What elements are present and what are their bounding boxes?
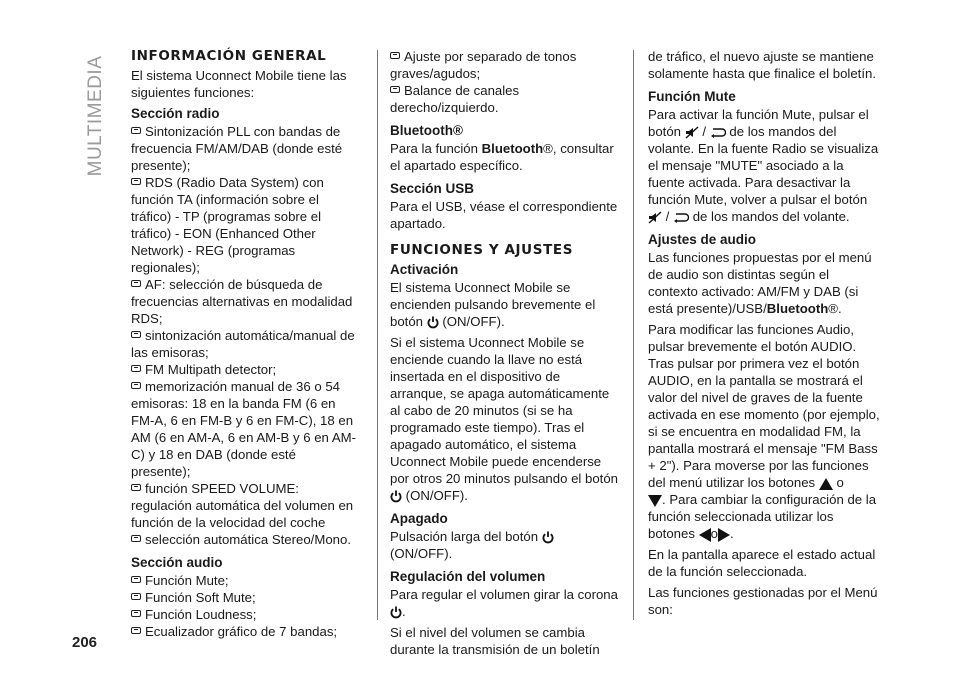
intro-text: El sistema Uconnect Mobile tiene las siguientes funciones: bbox=[131, 68, 347, 100]
page-number: 206 bbox=[72, 634, 98, 651]
activacion-text: El sistema Uconnect Mobile se encienden pulsando brevemente el botón (ON/OFF). bbox=[390, 280, 596, 329]
column-3 bbox=[648, 48, 880, 622]
list-item: sintonización automática/manual de las emisoras; bbox=[131, 328, 355, 360]
power-icon bbox=[427, 316, 439, 329]
bullet-icon bbox=[131, 127, 141, 134]
mute-icon bbox=[685, 126, 699, 139]
volumen-heading: Regulación del volumen bbox=[390, 569, 546, 584]
list-item: FM Multipath detector; bbox=[131, 361, 357, 378]
power-icon bbox=[390, 490, 402, 503]
list-item: Sintonización PLL con bandas de frecuencia FM/AM/DAB (donde esté presente); bbox=[131, 124, 343, 173]
mute-icon bbox=[648, 211, 662, 224]
audio-settings-text-3: En la pantalla aparece el estado actual de la función seleccionada. bbox=[648, 547, 876, 579]
apagado-text: Pulsación larga del botón (ON/OFF). bbox=[390, 528, 618, 562]
continued-text: de tráfico, el nuevo ajuste se mantiene solamente hasta que finalice el boletín. bbox=[648, 49, 876, 81]
list-item: Función Soft Mute; bbox=[131, 589, 357, 606]
section-tab: MULTIMEDIA bbox=[85, 55, 106, 176]
list-item: AF: selección de búsqueda de frecuencias alternativas en modalidad RDS; bbox=[131, 277, 353, 326]
audio-settings-text-2: Para modificar las funciones Audio, pulsar brevemente el botón AUDIO. Tras pulsar por primera vez el botón AUDIO, en la pantalla se mostrará el valor del nivel de graves de la fuente activada en ese momento (por ejemplo, si se encuentra en modalidad FM, la pantalla mostrará el mensaje "FM Bass + 2"). Para moverse por las funciones del menú utilizar los botones o . Para cambiar la configuración de la función seleccionada utilizar los botones o . bbox=[648, 322, 880, 541]
bullet-icon bbox=[131, 382, 141, 389]
bullet-icon bbox=[131, 593, 141, 600]
list-item: selección automática Stereo/Mono. bbox=[131, 531, 357, 548]
audio-settings-heading: Ajustes de audio bbox=[648, 232, 757, 247]
audio-settings-text-4: Las funciones gestionadas por el Menú son: bbox=[648, 585, 878, 617]
list-item: Ecualizador gráfico de 7 bandas; bbox=[131, 623, 357, 640]
list-item: Ajuste por separado de tonos graves/agudos; bbox=[390, 49, 577, 81]
audio-list bbox=[131, 572, 357, 640]
usb-heading: Sección USB bbox=[390, 181, 475, 196]
list-item: Función Mute; bbox=[131, 572, 357, 589]
bullet-icon bbox=[131, 576, 141, 583]
column-1 bbox=[131, 48, 357, 640]
list-item: memorización manual de 36 o 54 emisoras: 18 en la banda FM (6 en FM-A, 6 en FM-B y 6 en FM-C), 18 en AM (6 en AM-A, 6 en AM-B y 6 en AM-C) y 18 en DAB (donde esté presente); bbox=[131, 379, 357, 479]
list-item: función SPEED VOLUME: regulación automática del volumen en función de la velocidad del coche bbox=[131, 481, 354, 530]
apagado-heading: Apagado bbox=[390, 511, 448, 526]
bullet-icon bbox=[131, 280, 141, 287]
column-divider bbox=[377, 50, 378, 620]
bluetooth-text: Para la función Bluetooth®, consultar el apartado específico. bbox=[390, 141, 614, 173]
bullet-icon bbox=[131, 610, 141, 617]
mute-heading: Función Mute bbox=[648, 89, 736, 104]
arrow-right-icon bbox=[718, 528, 730, 542]
bullet-icon bbox=[131, 535, 141, 542]
column-divider bbox=[633, 50, 634, 620]
mute-wheel-icon bbox=[673, 212, 689, 224]
volumen-text-2: Si el nivel del volumen se cambia durante la transmisión de un boletín bbox=[390, 625, 600, 657]
bullet-icon bbox=[131, 178, 141, 185]
bullet-icon bbox=[131, 365, 141, 372]
bullet-icon bbox=[131, 627, 141, 634]
bullet-icon bbox=[131, 484, 141, 491]
list-item: Función Loudness; bbox=[131, 606, 357, 623]
tone-list bbox=[390, 48, 618, 116]
funciones-heading: FUNCIONES Y AJUSTES bbox=[390, 242, 574, 258]
radio-heading: Sección radio bbox=[131, 106, 220, 121]
radio-list bbox=[131, 123, 357, 548]
mute-wheel-icon bbox=[710, 127, 726, 139]
bullet-icon bbox=[390, 52, 400, 59]
section-heading: INFORMACIÓN GENERAL bbox=[131, 48, 327, 64]
column-2 bbox=[390, 48, 618, 662]
bullet-icon bbox=[131, 331, 141, 338]
usb-text: Para el USB, véase el correspondiente apartado. bbox=[390, 199, 618, 231]
power-icon bbox=[542, 531, 554, 544]
arrow-left-icon bbox=[699, 528, 711, 542]
bullet-icon bbox=[390, 86, 400, 93]
arrow-up-icon bbox=[819, 478, 833, 490]
list-item: Balance de canales derecho/izquierdo. bbox=[390, 83, 520, 115]
audio-heading: Sección audio bbox=[131, 555, 223, 570]
arrow-down-icon bbox=[648, 495, 662, 507]
volumen-text: Para regular el volumen girar la corona . bbox=[390, 587, 618, 619]
activacion-heading: Activación bbox=[390, 262, 459, 277]
power-knob-icon bbox=[390, 606, 402, 619]
audio-settings-text: Las funciones propuestas por el menú de audio son distintas según el contexto activado: AM/FM y DAB (si está presente)/USB/Bluetooth®. bbox=[648, 250, 872, 316]
list-item: RDS (Radio Data System) con función TA (información sobre el tráfico) - TP (programas sobre el tráfico) - EON (Enhanced Other Network) - REG (programas regionales); bbox=[131, 175, 324, 275]
activacion-text-2: Si el sistema Uconnect Mobile se enciende cuando la llave no está insertada en el dispositivo de arranque, se apaga automáticamente al cabo de 20 minutos (si se ha programado este tiempo). Tras el apagado automático, el sistema Uconnect Mobile puede encenderse por otros 20 minutos pulsando el botón (ON/OFF). bbox=[390, 335, 618, 503]
mute-text: Para activar la función Mute, pulsar el botón / de los mandos del volante. En la fuente Radio se visualiza el mensaje "MUTE" asociado a la fuente activada. Para desactivar la función Mute, volver a pulsar el botón / de los mandos del volante. bbox=[648, 107, 879, 224]
bluetooth-heading: Bluetooth® bbox=[390, 123, 463, 138]
